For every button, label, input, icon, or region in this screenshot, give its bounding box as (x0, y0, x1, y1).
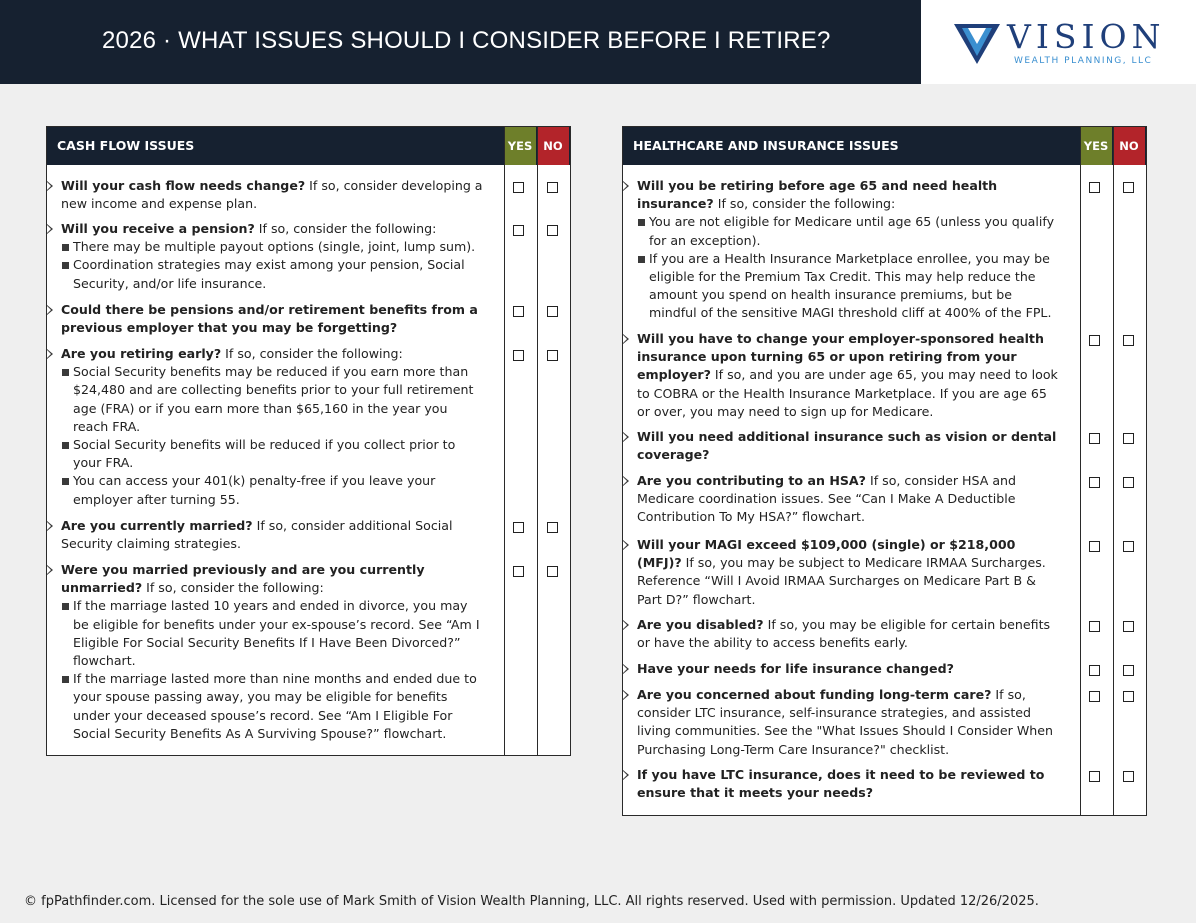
item-arrow-icon (623, 432, 629, 442)
question-bold: Will you need additional insurance such as vision or dental coverage? (637, 429, 1057, 463)
question-text (637, 177, 1062, 213)
question-detail: If so, consider developing a new income and expense plan. (61, 178, 483, 212)
bullet-item: You can access your 401(k) penalty-free if you leave your employer after turning 55. (61, 472, 486, 508)
yes-checkbox[interactable] (1089, 433, 1100, 444)
item-arrow-icon (623, 334, 629, 344)
checklist-item (637, 616, 1062, 652)
logo (921, 0, 1196, 84)
yes-checkbox[interactable] (513, 522, 524, 533)
question-text (637, 472, 1062, 527)
question-text (637, 616, 1062, 652)
question-text (61, 345, 486, 363)
no-column-header: NO (1113, 127, 1145, 165)
question-bold: Are you disabled? (637, 617, 764, 632)
checklist-item (61, 345, 486, 509)
no-checkbox[interactable] (547, 350, 558, 361)
checklist-item (61, 301, 486, 337)
checklist-item (637, 686, 1062, 759)
question-detail: If so, consider additional Social Security claiming strategies. (61, 518, 453, 552)
no-column-header: NO (537, 127, 569, 165)
cash-flow-header (47, 127, 570, 165)
yes-checkbox[interactable] (1089, 182, 1100, 193)
question-bold: If you have LTC insurance, does it need to be reviewed to ensure that it meets your needs? (637, 767, 1045, 801)
checklist-item (637, 472, 1062, 527)
question-bold: Will you have to change your employer-sponsored health insurance upon turning 65 or upon retiring from your employer? (637, 331, 1044, 383)
question-bold: Are you concerned about funding long-term care? (637, 687, 992, 702)
copyright-footer: © fpPathfinder.com. Licensed for the sole use of Mark Smith of Vision Wealth Planning, LLC. All rights reserved. Used with permission. Updated 12/26/2025. (24, 894, 1039, 909)
column-divider (537, 127, 538, 755)
question-text (61, 561, 486, 597)
question-text (637, 660, 1062, 678)
question-detail: If so, consider the following: (142, 580, 324, 596)
no-checkbox[interactable] (1123, 433, 1134, 444)
bullet-list (61, 597, 486, 743)
bullet-list (61, 238, 486, 293)
yes-checkbox[interactable] (1089, 665, 1100, 676)
question-text (61, 301, 486, 337)
checklist-item (637, 766, 1062, 802)
question-detail: If so, and you are under age 65, you may need to look to COBRA or the Health Insurance Marketplace. If you are age 65 or over, you may need to sign up for Medicare. (637, 367, 1058, 419)
question-detail: If so, consider LTC insurance, self-insurance strategies, and assisted living communities. See the "What Issues Should I Consider When Purchasing Long-Term Care Insurance?" checklist. (637, 687, 1053, 757)
item-arrow-icon (623, 770, 629, 780)
question-bold: Could there be pensions and/or retirement benefits from a previous employer that you may be forgetting? (61, 302, 478, 336)
yes-column-header: YES (504, 127, 536, 165)
yes-checkbox[interactable] (513, 566, 524, 577)
yes-checkbox[interactable] (1089, 477, 1100, 488)
question-bold: Will you receive a pension? (61, 221, 255, 236)
question-bold: Are you currently married? (61, 518, 253, 533)
question-bold: Will you be retiring before age 65 and need health insurance? (637, 178, 998, 212)
column-divider (504, 127, 505, 755)
question-detail: If so, consider the following: (221, 346, 403, 361)
item-arrow-icon (623, 664, 629, 674)
yes-checkbox[interactable] (513, 350, 524, 361)
question-text (637, 428, 1062, 464)
bullet-list (637, 213, 1062, 322)
yes-checkbox[interactable] (1089, 771, 1100, 782)
yes-checkbox[interactable] (1089, 335, 1100, 346)
logo-wordmark: VISION (1007, 17, 1166, 56)
no-checkbox[interactable] (547, 522, 558, 533)
checklist-item (61, 517, 486, 553)
bullet-item: If you are a Health Insurance Marketplace enrollee, you may be eligible for the Premium Tax Credit. This may help reduce the amount you spend on health insurance premiums, but be mindful of the sensitive MAGI threshold cliff at 400% of the FPL. (637, 250, 1062, 323)
bullet-item: If the marriage lasted more than nine months and ended due to your spouse passing away, you may be eligible for benefits under your deceased spouse’s record. See “Am I Eligible For Social Security Benefits As A Surviving Spouse?” flowchart. (61, 670, 486, 743)
bullet-item: Coordination strategies may exist among your pension, Social Security, and/or life insurance. (61, 256, 486, 292)
column-divider (1080, 127, 1081, 815)
checklist-item (637, 330, 1062, 421)
question-text (637, 686, 1062, 759)
no-checkbox[interactable] (1123, 691, 1134, 702)
item-arrow-icon (47, 565, 53, 575)
bullet-item: You are not eligible for Medicare until age 65 (unless you qualify for an exception). (637, 213, 1062, 249)
no-checkbox[interactable] (1123, 621, 1134, 632)
question-text (637, 330, 1062, 421)
question-text (61, 220, 486, 238)
question-detail: If so, you may be subject to Medicare IRMAA Surcharges. Reference “Will I Avoid IRMAA Surcharges on Medicare Part B & Part D?” flowchart. (637, 555, 1046, 607)
item-arrow-icon (47, 224, 53, 234)
item-arrow-icon (623, 476, 629, 486)
page-header (0, 0, 921, 84)
cash-flow-panel (46, 126, 571, 756)
yes-checkbox[interactable] (1089, 541, 1100, 552)
question-bold: Will your cash flow needs change? (61, 178, 306, 193)
question-bold: Have your needs for life insurance changed? (637, 661, 954, 676)
item-arrow-icon (623, 540, 629, 550)
no-checkbox[interactable] (1123, 541, 1134, 552)
yes-checkbox[interactable] (513, 306, 524, 317)
question-text (637, 536, 1062, 609)
checklist-item (637, 177, 1062, 323)
no-checkbox[interactable] (1123, 182, 1134, 193)
yes-checkbox[interactable] (1089, 691, 1100, 702)
question-bold: Will your MAGI exceed $109,000 (single) or $218,000 (MFJ)? (637, 537, 1016, 571)
column-divider (1113, 127, 1114, 815)
logo-subtitle: WEALTH PLANNING, LLC (1014, 56, 1153, 66)
no-checkbox[interactable] (1123, 477, 1134, 488)
question-text (637, 766, 1062, 802)
bullet-item: There may be multiple payout options (single, joint, lump sum). (61, 238, 486, 256)
yes-checkbox[interactable] (513, 182, 524, 193)
item-arrow-icon (623, 181, 629, 191)
no-checkbox[interactable] (1123, 335, 1134, 346)
checklist-item (637, 660, 1062, 678)
no-checkbox[interactable] (547, 225, 558, 236)
no-checkbox[interactable] (547, 182, 558, 193)
question-detail: If so, consider the following: (254, 221, 437, 236)
yes-column-header: YES (1080, 127, 1112, 165)
yes-checkbox[interactable] (513, 225, 524, 236)
no-checkbox[interactable] (547, 566, 558, 577)
bullet-list (61, 363, 486, 509)
checklist-item (61, 561, 486, 743)
question-detail: If so, consider HSA and Medicare coordination issues. See “Can I Make A Deductible Contribution To My HSA?” flowchart. (637, 473, 1017, 525)
healthcare-title: HEALTHCARE AND INSURANCE ISSUES (633, 138, 899, 153)
item-arrow-icon (623, 690, 629, 700)
bullet-item: Social Security benefits may be reduced if you earn more than $24,480 and are collecting benefits prior to your full retirement age (FRA) or if you earn more than $65,160 in the year you reach FRA. (61, 363, 486, 436)
checklist-item (637, 428, 1062, 464)
item-arrow-icon (47, 181, 53, 191)
item-arrow-icon (47, 305, 53, 315)
no-checkbox[interactable] (1123, 771, 1134, 782)
checklist-item (637, 536, 1062, 609)
item-arrow-icon (623, 620, 629, 630)
question-text (61, 177, 486, 213)
logo-v-icon (954, 24, 1000, 64)
question-bold: Are you contributing to an HSA? (637, 473, 866, 488)
bullet-item: If the marriage lasted 10 years and ended in divorce, you may be eligible for benefits under your ex-spouse’s record. See “Am I Eligible For Social Security Benefits If I Have Been Divorced?” flowchart. (61, 597, 486, 670)
cash-flow-title: CASH FLOW ISSUES (57, 138, 195, 153)
question-bold: Are you retiring early? (61, 346, 222, 361)
checklist-item (61, 220, 486, 293)
page-title: 2026 · WHAT ISSUES SHOULD I CONSIDER BEFORE I RETIRE? (102, 27, 831, 54)
healthcare-panel (622, 126, 1147, 816)
item-arrow-icon (47, 349, 53, 359)
yes-checkbox[interactable] (1089, 621, 1100, 632)
no-checkbox[interactable] (547, 306, 558, 317)
no-checkbox[interactable] (1123, 665, 1134, 676)
item-arrow-icon (47, 521, 53, 531)
question-detail: If so, consider the following: (713, 196, 896, 212)
bullet-item: Social Security benefits will be reduced if you collect prior to your FRA. (61, 436, 486, 472)
question-text (61, 517, 486, 553)
healthcare-header (623, 127, 1146, 165)
question-detail: If so, you may be eligible for certain benefits or have the ability to access benefits early. (637, 617, 1051, 651)
question-bold: Were you married previously and are you currently unmarried? (61, 562, 425, 596)
checklist-item (61, 177, 486, 213)
